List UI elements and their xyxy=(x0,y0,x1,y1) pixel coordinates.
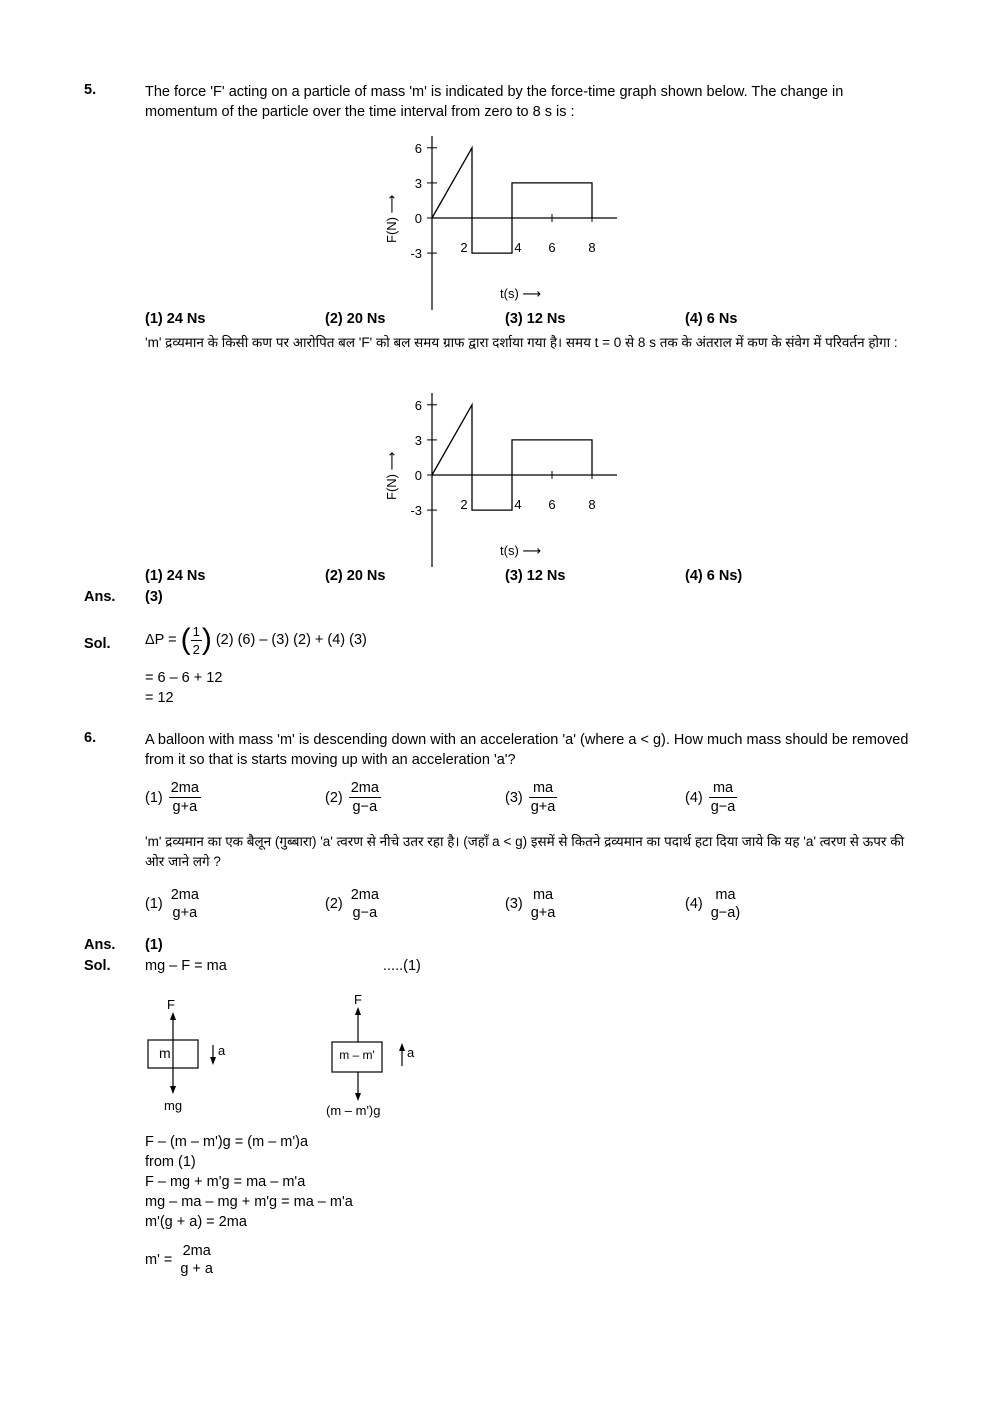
q5-option-2-hi: (2) 20 Ns xyxy=(325,568,386,584)
y-tick-label: 0 xyxy=(414,211,422,226)
fbd-right-body-label: m – m' xyxy=(339,1048,375,1062)
q5-sol-prefix: ΔP = xyxy=(145,632,177,648)
y-tick-label: 3 xyxy=(414,175,422,191)
q5-sol-rest: (2) (6) – (3) (2) + (4) (3) xyxy=(215,632,367,648)
q6-option-2-hi: (2) 2ma g−a xyxy=(325,887,379,921)
x-axis-label: t(s) ⟶ xyxy=(500,543,542,558)
q6-sol-eq1: mg – F = ma xyxy=(145,958,227,974)
q6-sol-line-5: m'(g + a) = 2ma xyxy=(145,1214,247,1230)
q5-sol-line-3: = 12 xyxy=(145,690,174,706)
q5-option-1-en: (1) 24 Ns xyxy=(145,311,206,327)
question-6-number: 6. xyxy=(84,730,97,746)
q6-ans-value: (1) xyxy=(145,937,163,953)
q5-sol-label: Sol. xyxy=(84,636,111,652)
force-time-graph-1 xyxy=(380,128,630,313)
x-tick-label: 8 xyxy=(588,497,596,512)
y-axis-label: F(N) ⟶ xyxy=(384,194,399,243)
q5-option-1-hi: (1) 24 Ns xyxy=(145,568,206,584)
q5-option-3-hi: (3) 12 Ns xyxy=(505,568,566,584)
y-axis-label: F(N) ⟶ xyxy=(384,451,399,500)
q6-final-lhs: m' = xyxy=(145,1252,173,1268)
x-tick-label: 6 xyxy=(548,240,556,255)
fbd-right-weight-label: (m – m')g xyxy=(326,1103,381,1118)
fbd-left-body-label: m xyxy=(159,1045,171,1061)
x-tick-label: 2 xyxy=(460,497,468,512)
question-6-text-en: A balloon with mass 'm' is descending down with an acceleration 'a' (where a < g). How much mass should be removed from it so that is starts moving up with an acceleration 'a'? xyxy=(145,732,909,768)
q6-sol-line-3: F – mg + m'g = ma – m'a xyxy=(145,1174,306,1190)
force-time-graph-2 xyxy=(380,385,630,570)
right-paren: ) xyxy=(201,623,212,656)
q5-sol-equation xyxy=(145,618,367,662)
q5-ans-label: Ans. xyxy=(84,589,116,605)
x-tick-label: 8 xyxy=(588,240,596,255)
q6-sol-line-1: F – (m – m')g = (m – m')a xyxy=(145,1134,309,1150)
fbd-balloon-m xyxy=(145,995,255,1120)
q5-sol-line-2: = 6 – 6 + 12 xyxy=(145,670,223,686)
y-tick-label: 3 xyxy=(414,432,422,448)
fbd-right-force-label: F xyxy=(354,992,362,1007)
force-series-line xyxy=(432,405,592,510)
y-tick-label: 0 xyxy=(414,468,422,483)
q6-ans-label: Ans. xyxy=(84,937,116,953)
q6-option-4-en: (4) $\frac{ma}{g-a}$ xyxy=(685,780,736,815)
q6-sol-final: m' = 2ma g + a xyxy=(145,1243,213,1277)
left-paren: ( xyxy=(180,623,191,656)
question-6-text-hi: 'm' द्रव्यमान का एक बैलून (गुब्बारा) 'a' त्वरण से नीचे उतर रहा है। (जहाँ a < g) इसमें से कितने द्रव्यमान का पदार्थ हटा दिया जाये कि यह 'a' त्वरण से ऊपर की ओर जाने लगे ? xyxy=(145,834,905,869)
fbd-balloon-m-minus-m-prime xyxy=(320,990,430,1122)
fbd-left-acc-label: a xyxy=(218,1043,226,1058)
q6-sol-eq1-tag: .....(1) xyxy=(383,958,421,974)
x-tick-label: 4 xyxy=(514,240,522,255)
y-tick-label: 6 xyxy=(414,140,422,156)
q5-option-3-en: (3) 12 Ns xyxy=(505,311,566,327)
fbd-right-acc-label: a xyxy=(407,1045,415,1060)
q6-sol-label: Sol. xyxy=(84,958,111,974)
q5-sol-half: $\frac{1}{2}$ xyxy=(192,623,200,657)
fbd-left-weight-label: mg xyxy=(164,1098,183,1113)
x-tick-label: 2 xyxy=(460,240,468,255)
q6-sol-line-2: from (1) xyxy=(145,1154,196,1170)
q5-ans-value: (3) xyxy=(145,589,163,605)
q5-option-2-en: (2) 20 Ns xyxy=(325,311,386,327)
question-5-number: 5. xyxy=(84,82,97,98)
q6-option-1-en: (1) $\frac{2ma}{g+a}$ xyxy=(145,780,199,815)
q6-option-4-hi: (4) ma g−a) xyxy=(685,887,741,921)
q6-option-3-hi: (3) ma g+a xyxy=(505,887,556,921)
y-tick-label: -3 xyxy=(410,503,422,519)
fbd-left-force-label: F xyxy=(167,997,175,1012)
y-tick-label: -3 xyxy=(410,246,422,262)
q6-option-3-en: (3) $\frac{ma}{g+a}$ xyxy=(505,780,556,815)
x-axis-label: t(s) ⟶ xyxy=(500,286,542,301)
q6-option-2-en: (2) $\frac{2ma}{g-a}$ xyxy=(325,780,379,815)
y-tick-label: 6 xyxy=(414,397,422,413)
x-tick-label: 4 xyxy=(514,497,522,512)
q6-option-1-hi: (1) 2ma g+a xyxy=(145,887,199,921)
x-tick-label: 6 xyxy=(548,497,556,512)
force-series-line xyxy=(432,148,592,253)
question-5-text-en: The force 'F' acting on a particle of mass 'm' is indicated by the force-time graph shown below. The change in momentum of the particle over the time interval from zero to 8 s is : xyxy=(145,84,844,120)
question-5-text-hi: 'm' द्रव्यमान के किसी कण पर आरोपित बल 'F' को बल समय ग्राफ द्वारा दर्शाया गया है। समय t = 0 से 8 s तक के अंतराल में कण के संवेग में परिवर्तन होगा : xyxy=(145,335,898,350)
q5-option-4-en: (4) 6 Ns xyxy=(685,311,738,327)
q6-sol-line-4: mg – ma – mg + m'g = ma – m'a xyxy=(145,1194,353,1210)
q5-option-4-hi: (4) 6 Ns) xyxy=(685,568,743,584)
